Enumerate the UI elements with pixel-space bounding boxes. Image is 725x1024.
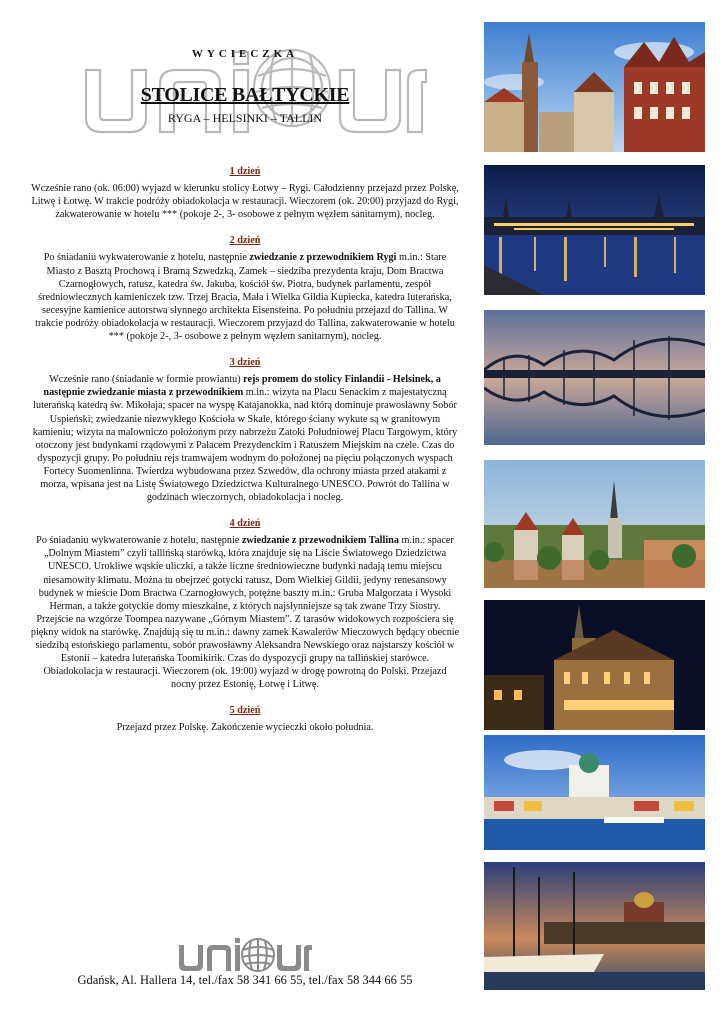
day-heading: 1 dzień (229, 166, 261, 177)
day-highlight: zwiedzanie z przewodnikiem Tallina (241, 535, 399, 547)
day-section (30, 517, 460, 691)
photo-riga-night (484, 165, 705, 295)
day-list (30, 165, 460, 748)
day-highlight: zwiedzanie z przewodnikiem Rygi (249, 252, 397, 264)
day-description (30, 182, 460, 221)
day-text: Wcześnie rano (śniadanie w formie prowiantu) (49, 374, 244, 386)
day-text: Po śniadaniu wykwaterowanie z hotelu, następnie (36, 535, 242, 547)
day-text: m.in.: Stare Miasto z Basztą Prochową i Bramą Szwedzką, Zamek – siedziba prezydenta kraju, Dom Bractwa Czarnogłowych, ratusz, katedra św. Jakuba, kościół św. Piotra, budynek parlamentu, zespół średniowiecznych kamieniczek tzw. Trzej Bracia, Mała i Wielka Gildia Kupiecka, katedra luterańska, secesyjne kamienice autorstwa słynnego architekta Eisensteina. Po południu przejazd do Tallina. W trakcie podróży obiadokolacja w restauracji. Wieczorem przyjazd do Tallina, zakwaterowanie w hotelu *** (pokoje 2-, 3- osobowe z pełnym węzłem sanitarnym), nocleg. (35, 252, 455, 343)
day-heading: 2 dzień (229, 235, 261, 247)
photo-riga-bridge (484, 310, 705, 445)
day-section (30, 165, 460, 221)
day-text: Po śniadaniu wykwaterowanie z hotelu, następnie (43, 252, 250, 264)
day-description (30, 251, 460, 343)
trip-kicker: WYCIECZKA (191, 48, 299, 60)
photo-tallinn-town-hall (484, 600, 705, 730)
day-description (30, 534, 460, 691)
day-section (30, 356, 460, 504)
footer-address: Gdańsk, Al. Hallera 14, tel./fax 58 341 66 55, tel./fax 58 344 66 55 (77, 973, 413, 987)
day-heading: 4 dzień (229, 518, 261, 530)
photo-tallinn-towers (484, 460, 705, 588)
day-section (30, 234, 460, 343)
trip-title: STOLICE BAŁTYCKIE (140, 84, 350, 106)
itinerary-column (20, 0, 470, 1024)
photo-helsinki-harbour (484, 862, 705, 990)
photo-helsinki-cathedral (484, 735, 705, 850)
day-section (30, 704, 460, 734)
trip-route: RYGA – HELSINKI – TALLIN (167, 111, 323, 125)
day-heading: 5 dzień (229, 705, 261, 717)
unitur-logo (177, 935, 313, 975)
day-heading: 3 dzień (229, 357, 261, 369)
day-text: m.in.: wizyta na Placu Senackim z majestatyczną luterańską katedrą św. Mikołaja; spacer na wyspę Katajanokka, nad którą dominuje prawosławny Sobór Uspieński; zwiedzanie niezwykłego Kościoła w Skale, którego ściany wykute są w granitowym kamieniu; wizyta na malowniczo położonym przy nabrzeżu Zatoki Południowej Placu Targowym, który otoczony jest budynkami rządowymi z Pałacem Prezydenckim i Ratuszem Miejskim na czele. Czas do dyspozycji grupy. Po południu rejs tramwajem wodnym do położonej na pięciu połączonych wyspach Fortecy Suomenlinna. Twierdza wybudowana przez Szwedów, dla ochrony miasta przed atakami z morza, wpisana jest na Listę Światowego Dziedzictwa Kulturalnego UNESCO. Powrót do Tallina w godzinach wieczornych, obiadokolacja i nocleg. (32, 387, 458, 504)
day-text: Wcześnie rano (ok. 06:00) wyjazd w kierunku stolicy Łotwy – Rygi. Całodzienny przejazd przez Polskę, Litwę i Łotwę. W trakcie podróży obiadokolacja w restauracji. Wieczorem (ok. 20:00) przyjazd do Rygi, zakwaterowanie w hotelu *** (pokoje 2-, 3- osobowe z pełnym węzłem sanitarnym), nocleg. (31, 183, 459, 221)
day-description (30, 373, 460, 504)
day-highlight: rejs promem do stolicy Finlandii - Helsinek, a następnie zwiedzanie miasta z przewodnikiem (43, 374, 441, 399)
day-text: Przejazd przez Polskę. Zakończenie wycieczki około południa. (116, 722, 374, 734)
day-description (30, 721, 460, 734)
photo-riga-old-town (484, 22, 705, 152)
day-text: m.in.: spacer „Dolnym Miastem” czyli tallińską starówką, która znajduje się na Liście Światowego Dziedzictwa UNESCO. Urokliwe wąskie uliczki, a także liczne średniowieczne budynki nadają temu miejscu niesamowity klimatu. Można tu obejrzeć gotycki ratusz, Dom Wielkiej Gildii, jedyny renesansowy budynek w mieście Dom Bractwa Czarnogłowych, potężne baszty m.in.: Gruba Małgorzata i Wysoki Herman, a także gotyckie domy mieszkalne, z których najsłynniejsze są tak zwane Trzy Siostry. Przejście na wzgórze Toompea nazywane „Górnym Miastem”. Z tarasów widokowych rozpościera się piękny widok na starówkę. Znajdują się tu m.in.: dawny zamek Kawalerów Mieczowych będący obecnie siedzibą estońskiego parlamentu, sobór prawosławny Aleksandra Newskiego oraz najstarszy kościół w Estonii – katedra luterańska Toomikirik. Czas do dyspozycji grupy na tallińskiej starówce. Obiadokolacja w restauracji. Wieczorem (ok. 19:00) wyjazd w drogę powrotną do Polski. Przejazd nocny przez Estonię, Łotwę i Litwę. (30, 535, 460, 691)
